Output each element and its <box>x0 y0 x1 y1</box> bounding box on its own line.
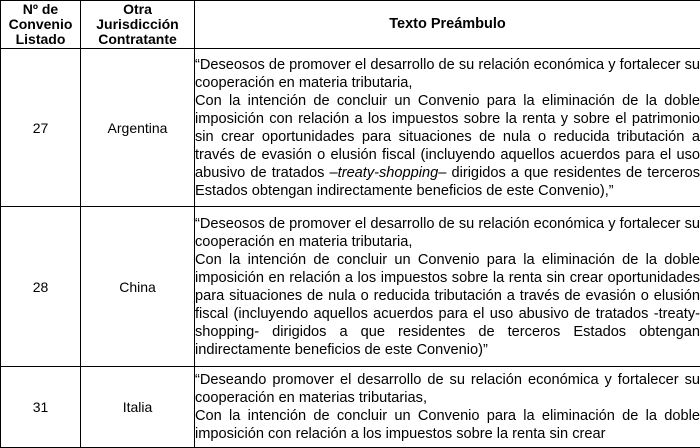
preamble-text <box>195 49 700 207</box>
header-col2-line1: Otra <box>81 2 194 17</box>
header-col1-line2: Convenio <box>1 17 80 32</box>
header-jurisdiccion <box>81 1 195 49</box>
table-row <box>1 367 700 448</box>
table-row <box>1 49 700 207</box>
header-col1-line1: Nº de <box>1 2 80 17</box>
preamble-text <box>195 367 700 448</box>
header-col2-line2: Jurisdicción <box>81 17 194 32</box>
jurisdiction: China <box>81 207 195 367</box>
header-col2-line3: Contratante <box>81 32 194 47</box>
convenio-number: 27 <box>1 49 81 207</box>
preamble-paragraph-2: Con la intención de concluir un Convenio para la eliminación de la doble imposición en relación a los impuestos sobre la renta sin crear oportunidades para situaciones de nula o reducida tributación a través de evasión o elusión fiscal (incluyendo aquellos acuerdos para el uso abusivo de tratados -treaty-shopping- dirigidos a que residentes de terceros Estados obtengan indirectamente beneficios de este Convenio)” <box>195 251 700 359</box>
preamble-paragraph-1: “Deseosos de promover el desarrollo de su relación económica y fortalecer su cooperación en materia tributaria, <box>195 215 700 251</box>
table-header-row <box>1 1 700 49</box>
header-convenio-listado <box>1 1 81 49</box>
header-col1-line3: Listado <box>1 32 80 47</box>
preamble-paragraph-1: “Deseosos de promover el desarrollo de su relación económica y fortalecer su cooperación en materia tributaria, <box>195 56 700 92</box>
jurisdiction: Argentina <box>81 49 195 207</box>
table-row <box>1 207 700 367</box>
preamble-italic-term: treaty-shopping <box>338 165 439 181</box>
preamble-text-part: Con la intención de concluir un Convenio para la eliminación de la doble imposición con relación a los impuestos sobre la renta y sobre el patrimonio sin crear oportunidades para situaciones de nula o reducida tributación a través de evasión o elusión fiscal (incluyendo aquellos acuerdos para el uso abusivo de tratados – <box>195 93 700 181</box>
convenio-number: 31 <box>1 367 81 448</box>
header-texto-preambulo: Texto Preámbulo <box>195 1 700 49</box>
preamble-text <box>195 207 700 367</box>
preamble-text-part: – dirigidos a que residentes de terceros Estados obtengan indirectamente beneficios de este Convenio),” <box>195 165 700 199</box>
preamble-paragraph-2 <box>195 92 700 200</box>
jurisdiction: Italia <box>81 367 195 448</box>
preamble-paragraph-1: “Deseando promover el desarrollo de su relación económica y fortalecer su cooperación en materias tributarias, <box>195 371 700 407</box>
preamble-paragraph-2: Con la intención de concluir un Convenio para la eliminación de la doble imposición con relación a los impuestos sobre la renta sin crear <box>195 407 700 443</box>
convenio-number: 28 <box>1 207 81 367</box>
